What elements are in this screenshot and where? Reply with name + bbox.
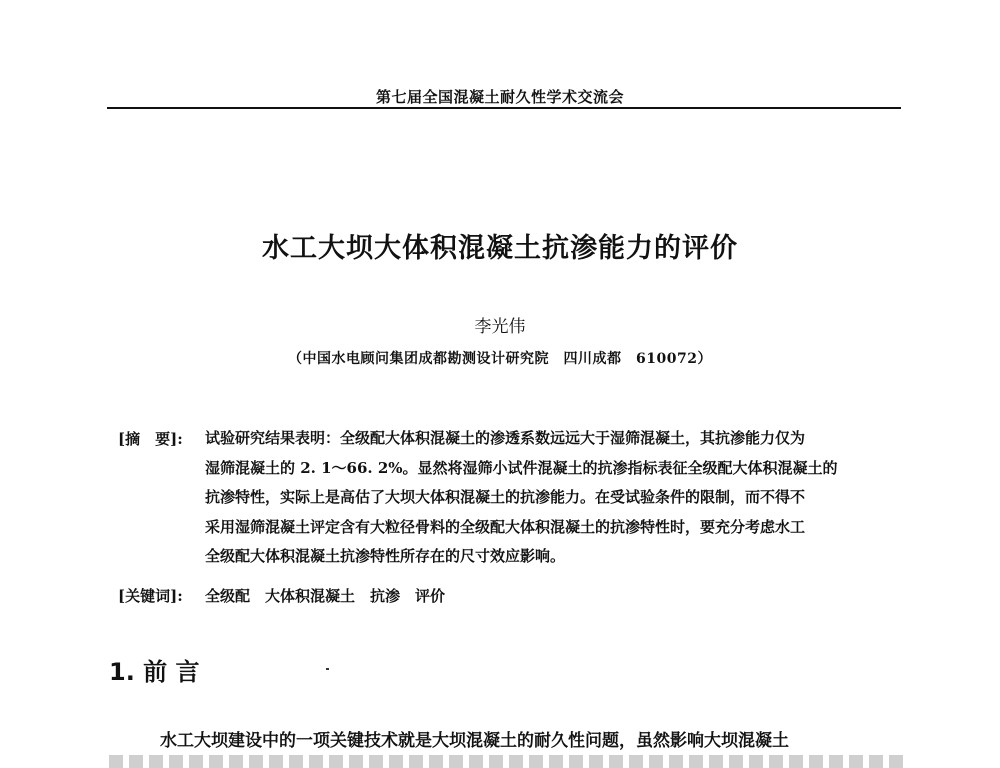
abstract-line: 抗渗特性，实际上是高估了大坝大体积混凝土的抗渗能力。在受试验条件的限制，而不得不 — [205, 488, 806, 507]
author-affiliation: （中国水电顾问集团成都勘测设计研究院 四川成都 610072） — [288, 351, 712, 367]
running-header: 第七届全国混凝土耐久性学术交流会 — [375, 88, 624, 106]
scan-speck — [326, 668, 329, 670]
abstract-line: 湿筛混凝土的 2. 1～66. 2%。显然将湿筛小试件混凝土的抗渗指标表征全级配大体积混凝土的 — [205, 458, 838, 477]
abstract-line: 试验研究结果表明：全级配大体积混凝土的渗透系数远远大于湿筛混凝土，其抗渗能力仅为 — [205, 429, 806, 447]
keywords-text: 全级配 大体积混凝土 抗渗 评价 — [205, 587, 446, 605]
abstract-line: 全级配大体积混凝土抗渗特性所存在的尺寸效应影响。 — [205, 547, 566, 566]
header-rule — [107, 107, 901, 109]
author-name: 李光伟 — [474, 317, 526, 337]
abstract-label: [摘 要]: — [118, 430, 183, 448]
keywords-label: [关键词]: — [118, 587, 183, 605]
body-paragraph-line: 水工大坝建设中的一项关键技术就是大坝混凝土的耐久性问题，虽然影响大坝混凝土 — [160, 731, 789, 751]
cut-off-text-line — [109, 752, 903, 768]
abstract-body — [205, 428, 905, 576]
section-heading: 1. 前 言 — [109, 658, 200, 686]
abstract-line: 采用湿筛混凝土评定含有大粒径骨料的全级配大体积混凝土的抗渗特性时，要充分考虑水工 — [205, 517, 806, 536]
paper-title: 水工大坝大体积混凝土抗渗能力的评价 — [262, 233, 738, 264]
